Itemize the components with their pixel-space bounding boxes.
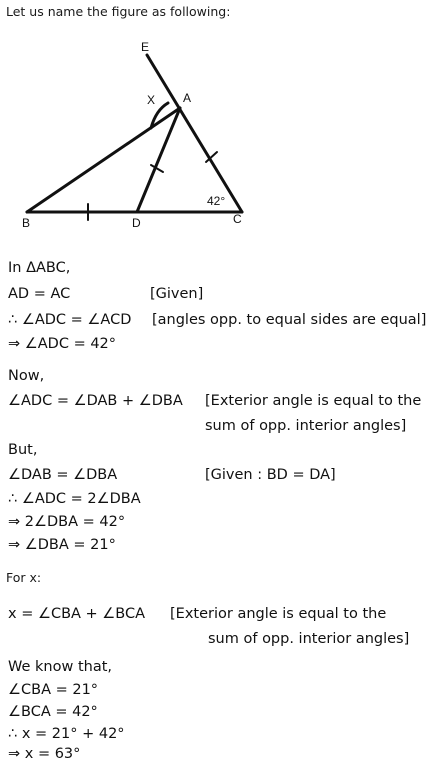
label-a: A: [183, 91, 192, 105]
forx-line-2: We know that,: [8, 659, 112, 675]
sol-line-11: ⇒ ∠DBA = 21°: [8, 537, 116, 553]
sol-line-9: ∴ ∠ADC = 2∠DBA: [8, 491, 141, 507]
sol-line-3a: ∴ ∠ADC = ∠ACD: [8, 312, 132, 328]
sol-line-5: Now,: [8, 368, 45, 384]
sol-line-7: But,: [8, 442, 38, 458]
sol-line-8b: [Given : BD = DA]: [205, 467, 336, 483]
forx-line-6: ⇒ x = 63°: [8, 746, 81, 762]
sol-line-1: In ΔABC,: [8, 260, 71, 276]
label-d: D: [132, 216, 141, 230]
label-x: X: [147, 93, 156, 107]
intro-text: Let us name the figure as following:: [6, 4, 231, 19]
forx-line-4: ∠BCA = 42°: [8, 704, 98, 720]
label-e: E: [141, 40, 150, 54]
forx-line-3: ∠CBA = 21°: [8, 682, 99, 698]
sol-line-2a: AD = AC: [8, 286, 71, 302]
forx-line-1a: x = ∠CBA + ∠BCA: [8, 606, 146, 622]
sol-line-4: ⇒ ∠ADC = 42°: [8, 336, 117, 352]
sol-line-6b: [Exterior angle is equal to the: [205, 393, 422, 409]
forx-heading: For x:: [6, 570, 42, 585]
sol-line-3b: [angles opp. to equal sides are equal]: [152, 312, 427, 328]
triangle-figure: [0, 0, 448, 240]
sol-line-6a: ∠ADC = ∠DAB + ∠DBA: [8, 393, 183, 409]
forx-line-1c: sum of opp. interior angles]: [208, 631, 410, 647]
sol-line-8a: ∠DAB = ∠DBA: [8, 467, 118, 483]
line-ea-c: [147, 55, 242, 212]
forx-line-5: ∴ x = 21° + 42°: [8, 726, 125, 742]
label-angle-c: 42°: [207, 194, 226, 208]
forx-line-1b: [Exterior angle is equal to the: [170, 606, 387, 622]
label-b: B: [22, 216, 31, 230]
sol-line-6c: sum of opp. interior angles]: [205, 418, 407, 434]
sol-line-10: ⇒ 2∠DBA = 42°: [8, 514, 126, 530]
label-c: C: [233, 212, 242, 226]
sol-line-2b: [Given]: [150, 286, 204, 302]
